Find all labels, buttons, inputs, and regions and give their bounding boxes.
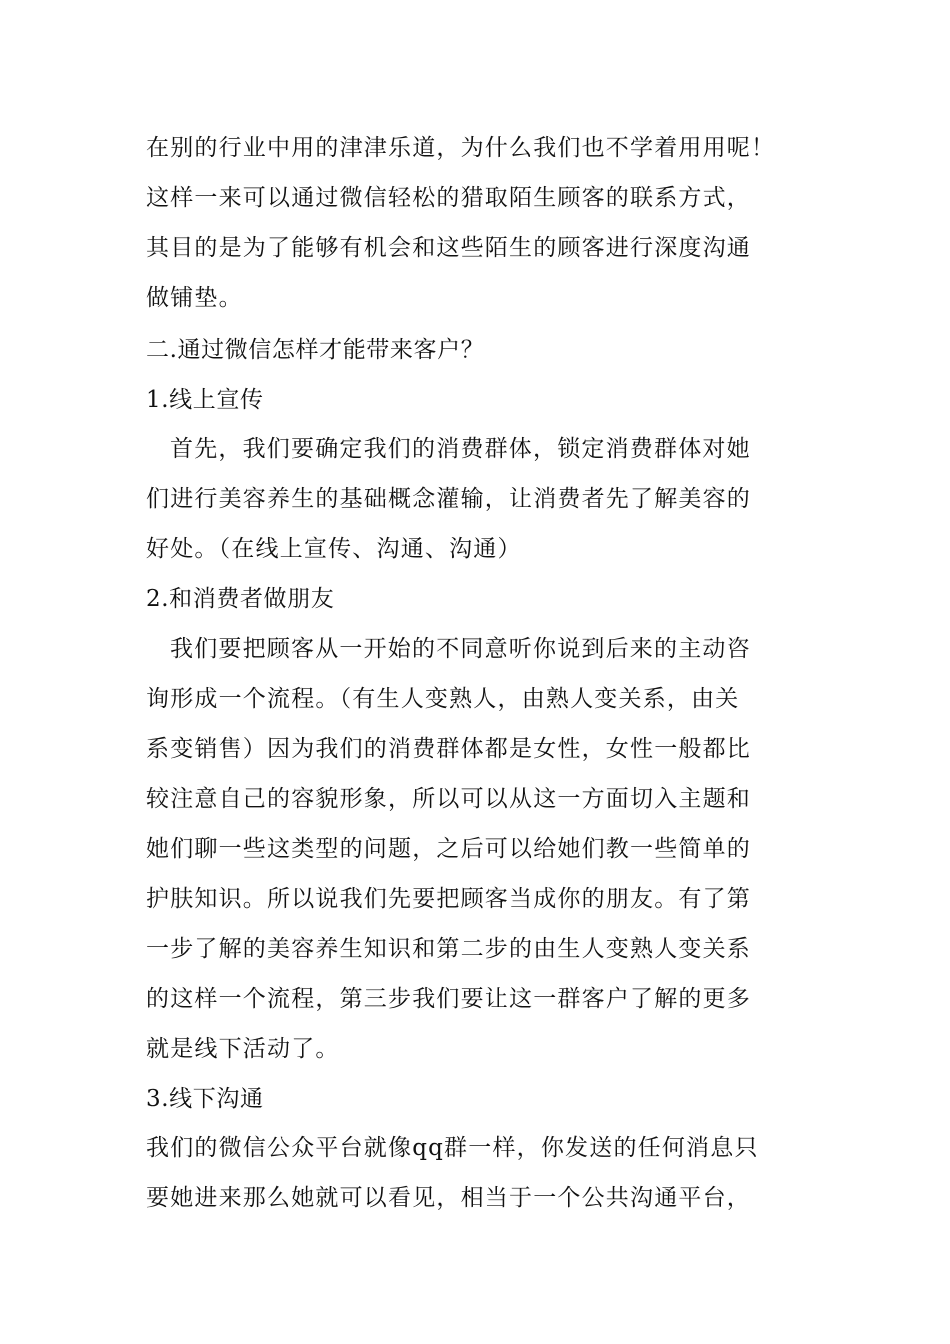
text-line: 一步了解的美容养生知识和第二步的由生人变熟人变关系 [146,936,751,962]
text-line: 护肤知识。所以说我们先要把顾客当成你的朋友。有了第 [146,886,751,912]
text-line: 系变销售）因为我们的消费群体都是女性，女性一般都比 [146,736,751,762]
subsection-heading: 2.和消费者做朋友 [146,586,335,612]
text-line: 首先，我们要确定我们的消费群体，锁定消费群体对她 [170,436,751,462]
text-line: 要她进来那么她就可以看见，相当于一个公共沟通平台， [146,1185,751,1211]
subsection-heading: 3.线下沟通 [146,1086,264,1112]
text-line: 这样一来可以通过微信轻松的猎取陌生顾客的联系方式， [146,185,751,211]
text-line: 的这样一个流程，第三步我们要让这一群客户了解的更多 [146,986,751,1012]
subsection-heading: 1.线上宣传 [146,387,264,413]
text-line: 她们聊一些这类型的问题，之后可以给她们教一些简单的 [146,836,751,862]
text-line: 做铺垫。 [146,285,243,311]
text-line: 好处。（在线上宣传、沟通、沟通） [146,536,522,562]
text-line: 们进行美容养生的基础概念灌输，让消费者先了解美容的 [146,486,751,512]
text-line: 就是线下活动了。 [146,1036,340,1062]
text-line: 我们要把顾客从一开始的不同意听你说到后来的主动咨 [170,636,751,662]
text-line: 我们的微信公众平台就像qq群一样，你发送的任何消息只 [146,1135,759,1161]
text-line: 其目的是为了能够有机会和这些陌生的顾客进行深度沟通 [146,235,751,261]
text-line: 较注意自己的容貌形象，所以可以从这一方面切入主题和 [146,786,751,812]
section-heading: 二.通过微信怎样才能带来客户？ [146,337,485,363]
text-line: 询形成一个流程。（有生人变熟人，由熟人变关系，由关 [146,686,740,712]
text-line: 在别的行业中用的津津乐道，为什么我们也不学着用用呢！ [146,135,776,161]
